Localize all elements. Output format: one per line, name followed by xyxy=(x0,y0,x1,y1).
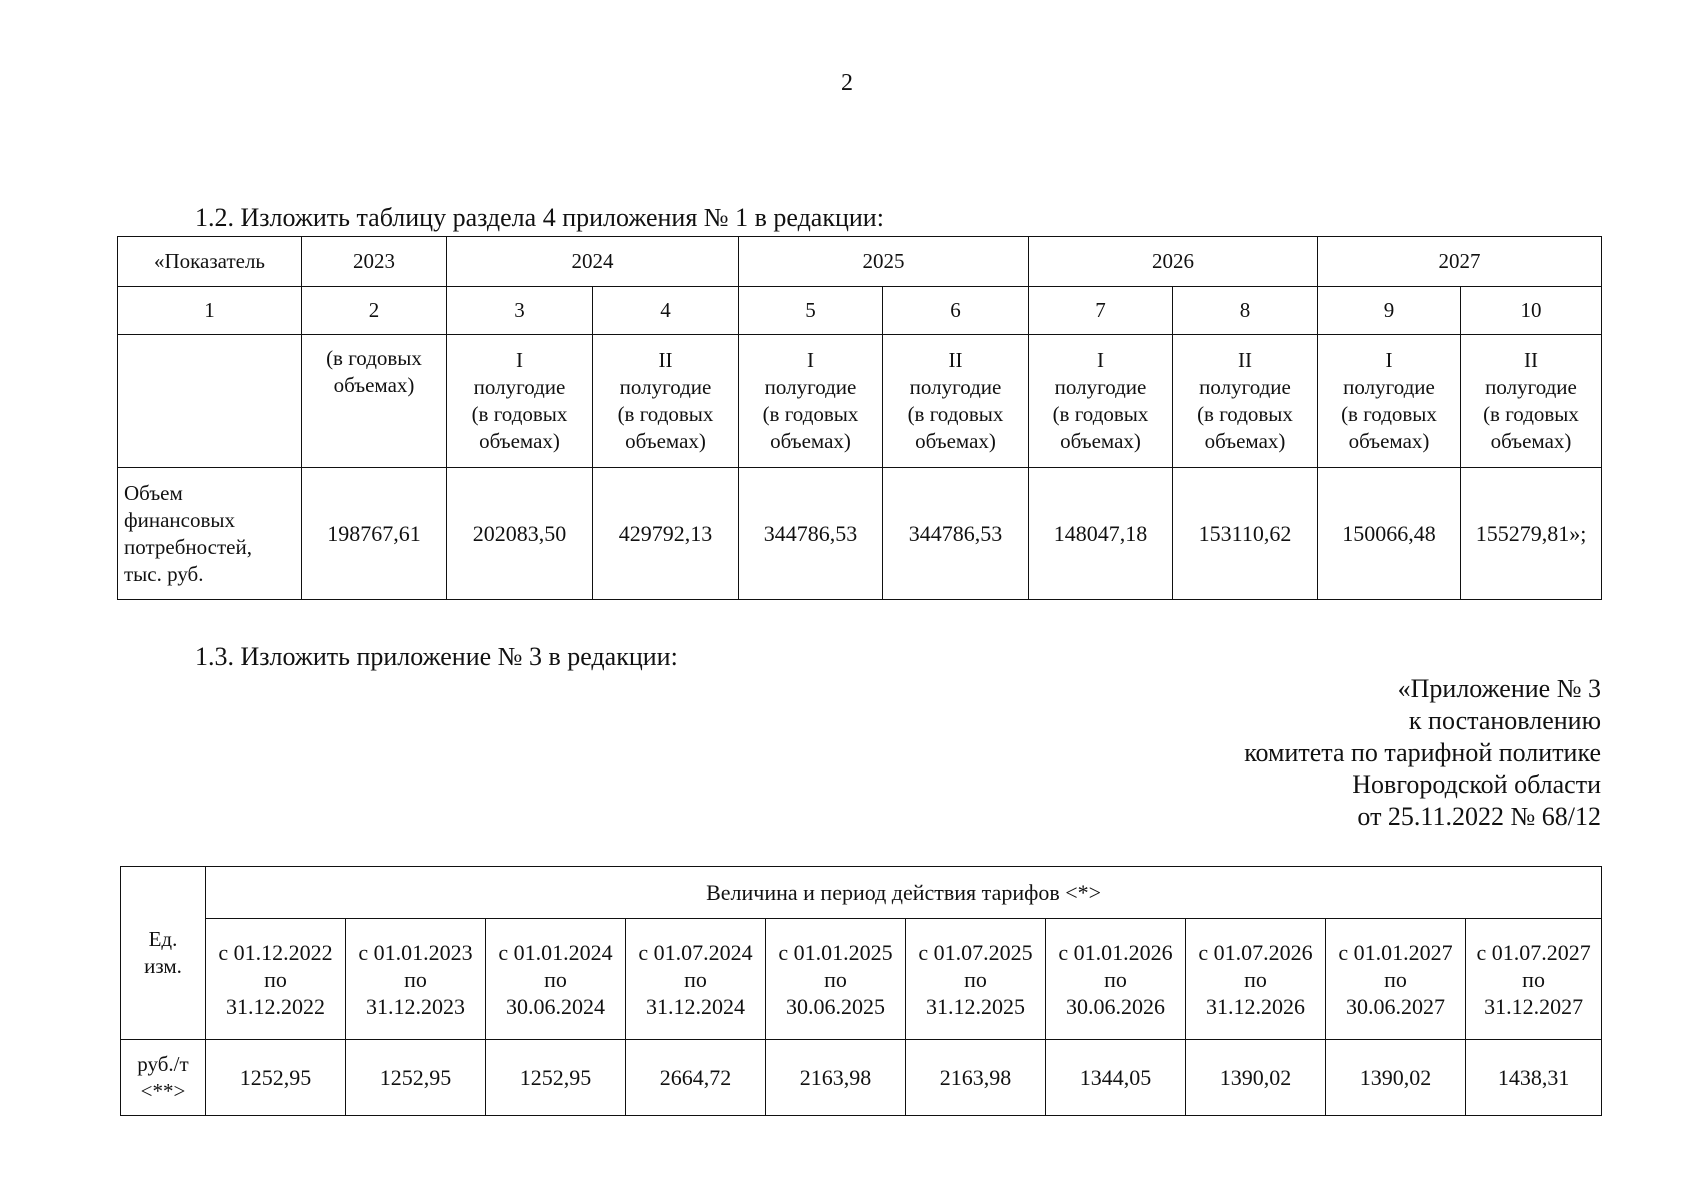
appendix-line: «Приложение № 3 xyxy=(1397,674,1601,703)
half-year-header: II полугодие (в годовых объемах) xyxy=(1461,335,1602,468)
tariff-value: 1390,02 xyxy=(1326,1040,1466,1116)
tariff-value: 2163,98 xyxy=(906,1040,1046,1116)
value-cell: 344786,53 xyxy=(739,468,883,600)
page-number: 2 xyxy=(841,70,853,96)
financial-needs-table xyxy=(117,236,1602,600)
tariff-table xyxy=(120,866,1602,1116)
half-year-header: II полугодие (в годовых объемах) xyxy=(1173,335,1318,468)
period-header: с 01.01.2024 по 30.06.2024 xyxy=(486,919,626,1040)
paragraph-1-2: 1.2. Изложить таблицу раздела 4 приложения № 1 в редакции: xyxy=(195,203,884,232)
half-year-header: II полугодие (в годовых объемах) xyxy=(883,335,1029,468)
column-number: 7 xyxy=(1029,287,1173,335)
column-number: 9 xyxy=(1318,287,1461,335)
period-header: с 01.01.2025 по 30.06.2025 xyxy=(766,919,906,1040)
tariff-value: 2664,72 xyxy=(626,1040,766,1116)
value-cell: 153110,62 xyxy=(1173,468,1318,600)
unit-header: Ед. изм. xyxy=(121,867,206,1040)
value-cell: 198767,61 xyxy=(302,468,447,600)
appendix-line: комитета по тарифной политике xyxy=(1244,738,1601,767)
row-label: Объем финансовых потребностей, тыс. руб. xyxy=(118,468,302,600)
column-number: 8 xyxy=(1173,287,1318,335)
half-year-header: I полугодие (в годовых объемах) xyxy=(1318,335,1461,468)
half-year-header: I полугодие (в годовых объемах) xyxy=(1029,335,1173,468)
appendix-line: от 25.11.2022 № 68/12 xyxy=(1357,802,1601,831)
value-cell: 155279,81»; xyxy=(1461,468,1602,600)
tariff-value: 1252,95 xyxy=(486,1040,626,1116)
annual-volume-note: (в годовых объемах) xyxy=(302,335,447,468)
year-header: 2024 xyxy=(447,237,739,287)
half-year-header: I полугодие (в годовых объемах) xyxy=(447,335,593,468)
column-number: 3 xyxy=(447,287,593,335)
period-header: с 01.07.2024 по 31.12.2024 xyxy=(626,919,766,1040)
year-header: 2027 xyxy=(1318,237,1602,287)
period-header: с 01.01.2026 по 30.06.2026 xyxy=(1046,919,1186,1040)
year-header: 2025 xyxy=(739,237,1029,287)
tariff-value: 1390,02 xyxy=(1186,1040,1326,1116)
value-cell: 202083,50 xyxy=(447,468,593,600)
period-header: с 01.12.2022 по 31.12.2022 xyxy=(206,919,346,1040)
tariff-main-header: Величина и период действия тарифов <*> xyxy=(206,867,1602,919)
half-year-header: II полугодие (в годовых объемах) xyxy=(593,335,739,468)
half-year-header: I полугодие (в годовых объемах) xyxy=(739,335,883,468)
indicator-header: «Показатель xyxy=(118,237,302,287)
year-header: 2026 xyxy=(1029,237,1318,287)
column-number: 4 xyxy=(593,287,739,335)
column-number: 1 xyxy=(118,287,302,335)
value-cell: 344786,53 xyxy=(883,468,1029,600)
period-header: с 01.07.2027 по 31.12.2027 xyxy=(1466,919,1602,1040)
period-header: с 01.07.2026 по 31.12.2026 xyxy=(1186,919,1326,1040)
column-number: 5 xyxy=(739,287,883,335)
value-cell: 150066,48 xyxy=(1318,468,1461,600)
tariff-value: 2163,98 xyxy=(766,1040,906,1116)
column-number: 10 xyxy=(1461,287,1602,335)
period-header: с 01.01.2023 по 31.12.2023 xyxy=(346,919,486,1040)
column-number: 2 xyxy=(302,287,447,335)
period-header: с 01.01.2027 по 30.06.2027 xyxy=(1326,919,1466,1040)
period-header: с 01.07.2025 по 31.12.2025 xyxy=(906,919,1046,1040)
column-number: 6 xyxy=(883,287,1029,335)
tariff-value: 1252,95 xyxy=(206,1040,346,1116)
empty-cell xyxy=(118,335,302,468)
appendix-line: Новгородской области xyxy=(1352,770,1601,799)
paragraph-1-3: 1.3. Изложить приложение № 3 в редакции: xyxy=(195,642,678,671)
appendix-reference xyxy=(1244,673,1601,833)
appendix-line: к постановлению xyxy=(1408,706,1601,735)
unit-value: руб./т <**> xyxy=(121,1040,206,1116)
value-cell: 429792,13 xyxy=(593,468,739,600)
tariff-value: 1344,05 xyxy=(1046,1040,1186,1116)
tariff-value: 1252,95 xyxy=(346,1040,486,1116)
value-cell: 148047,18 xyxy=(1029,468,1173,600)
tariff-value: 1438,31 xyxy=(1466,1040,1602,1116)
year-header: 2023 xyxy=(302,237,447,287)
